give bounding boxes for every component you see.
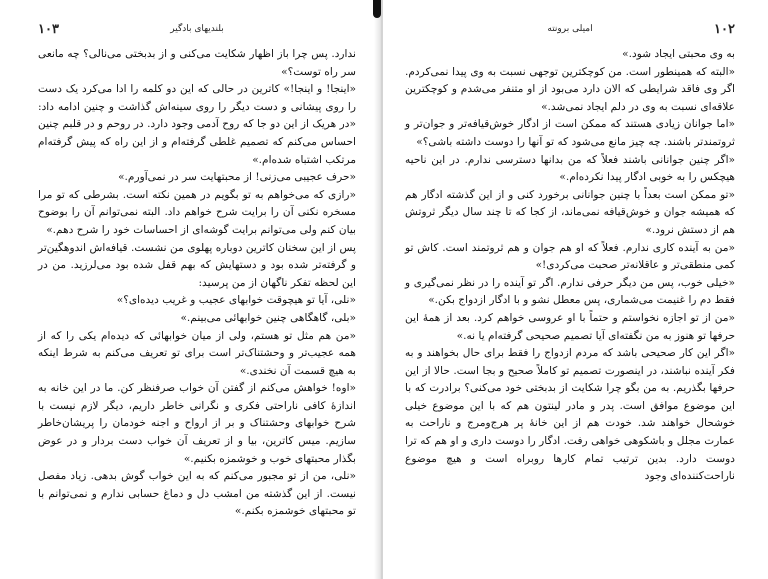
left-page-number: ۱۰۳ — [38, 22, 59, 37]
right-running-title: امیلی برونته — [547, 24, 593, 34]
right-page-body — [405, 46, 735, 486]
paragraph: «نلی، آیا تو هیچوقت خوابهای عجیب و غریب دیده‌ای؟» — [116, 294, 356, 307]
paragraph: «رازی که می‌خواهم به تو بگویم در همین نکته است. بشرطی که تو مرا مسخره نکنی آن را برایت شرح خواهم داد. البته نمی‌توانم آن را بوضوح بیان کنم ولی می‌توانم برایت گوشه‌ای از احساسات خود را شرح دهم.» — [38, 188, 356, 236]
paragraph: «اینجا! و اینجا!» کاترین در حالی که این دو کلمه را ادا می‌کرد یک دست را روی پیشانی و دست دیگر را روی سینه‌اش گذاشت و چنین ادامه داد: «در هریک از این دو جا که روح آدمی وجود دارد. در روحم و در قلبم چنین احساس می‌کنم که تصمیم غلطی گرفته‌ام و از این راه که پیش گرفته‌ام مرتکب اشتباه شده‌ام.» — [38, 83, 356, 166]
paragraph: به وی محبتی ایجاد شود.» — [622, 48, 735, 60]
paragraph: «خیلی خوب، پس من دیگر حرفی ندارم. اگر تو آینده را در نظر نمی‌گیری و فقط دم را غنیمت می‌شماری، پس معطل نشو و با ادگار ازدواج بکن.» — [405, 276, 735, 307]
paragraph: «اگر این کار صحیحی باشد که مردم ازدواج را فقط برای حال بخواهند و به فکر آینده نباشند، در اینصورت تصمیم تو کاملاً صحیح و بجا است. حالا از این حرفها بگذریم. به من بگو چرا شکایت از بدبختی خود می‌کنی؟ برادرت که با این موضوع موافق است. پدر و مادر لینتون هم که با این موضوع خیلی خوشحال خواهند شد. خودت هم از این خانهٔ پر هرج‌ومرج و ناراحت به عمارت مجلل و باشکوهی خواهی رفت. ادگار را دوست داری و او هم که ترا دوست دارد. بدین ترتیب تمام کارها روبراه است و هیچ موضوع ناراحت‌کننده‌ای وجود — [405, 347, 735, 483]
paragraph: «من از تو اجازه نخواستم و حتماً با او عروسی خواهم کرد. بعد از همهٔ این حرفها تو هنوز به من نگفته‌ای آیا تصمیم صحیحی گرفته‌ام یا نه.» — [405, 311, 735, 342]
right-page-header — [405, 22, 735, 38]
paragraph: «البته که همینطور است. من کوچکترین توجهی نسبت به وی پیدا نمی‌کردم. اگر وی فاقد شرایطی که الان دارد می‌بود از او متنفر می‌شدم و کوچکترین علاقه‌ای نسبت به وی در دلم ایجاد نمی‌شد.» — [405, 65, 735, 113]
paragraph: «تو ممکن است بعداً با چنین جوانانی برخورد کنی و از این گذشته ادگار هم که همیشه جوان و خوش‌قیافه نمی‌ماند، از کجا که تا چند سال دیگر ثروتش هم از دستش نرود.» — [405, 188, 735, 236]
paragraph: «بلی، گاهگاهی چنین خوابهائی می‌بینم.» — [180, 311, 356, 324]
paragraph: «حرف عجیبی می‌زنی! از محبتهایت سر در نمی‌آورم.» — [118, 171, 356, 184]
right-page — [383, 0, 768, 579]
left-page — [0, 0, 382, 579]
left-page-body — [38, 46, 356, 521]
left-running-title: بلندیهای بادگیر — [170, 24, 224, 34]
paragraph: «اگر چنین جوانانی باشند فعلاً که من بدانها دسترسی ندارم. در این ناحیه هیچکس را به خوبی ادگار پیدا نکرده‌ام.» — [405, 153, 735, 184]
paragraph: «من هم مثل تو هستم، ولی از میان خوابهائی که دیده‌ام یکی را که از همه عجیب‌تر و وحشتناک‌تر است برای تو تعریف می‌کنم به شرط اینکه به هیچ قسمت آن نخندی.» — [38, 329, 356, 377]
paragraph: ندارد. پس چرا باز اظهار شکایت می‌کنی و از بدبختی می‌نالی؟ چه مانعی سر راه توست؟» — [38, 48, 356, 78]
binding-mark — [373, 0, 381, 18]
paragraph: پس از این سخنان کاترین دوباره پهلوی من نشست. قیافه‌اش اندوهگین‌تر و گرفته‌تر شده بود و دستهایش که بهم قفل شده بود می‌لرزید. من در این لحظه تفکر ناگهان از من پرسید: — [38, 241, 356, 289]
right-page-number: ۱۰۲ — [714, 22, 735, 37]
paragraph: «اما جوانان زیادی هستند که ممکن است از ادگار خوش‌قیافه‌تر و جوان‌تر و ثروتمندتر باشند. چه چیز مانع می‌شود که تو آنها را دوست داشته باشی؟» — [405, 118, 735, 148]
paragraph: «نلی، من از تو مجبور می‌کنم که به این خواب گوش بدهی. زیاد مفصل نیست. از این گذشته من امشب دل و دماغ حسابی ندارم و نمی‌توانم با تو محبتهای خوشمزه بکنم.» — [38, 470, 356, 518]
paragraph: «اوه! خواهش می‌کنم از گفتن آن خواب صرفنظر کن. ما در این خانه به اندازهٔ کافی ناراحتی فکری و نگرانی خاطر داریم، دیگر لازم نیست با شرح خوابهای وحشتناک و بر از ارواح و اجنه خودمان را پریشان‌خاطر سازیم. میس کاترین، بیا و از تعریف آن خواب دست بردار و در عوض بگذار محبتهای خوب و خوشمزه بکنیم.» — [38, 382, 356, 465]
left-page-header — [38, 22, 356, 38]
paragraph: «من به آینده کاری ندارم. فعلاً که او هم جوان و هم ثروتمند است. کاش تو کمی منطقی‌تر و عاقلانه‌تر صحبت می‌کردی!» — [405, 241, 735, 272]
